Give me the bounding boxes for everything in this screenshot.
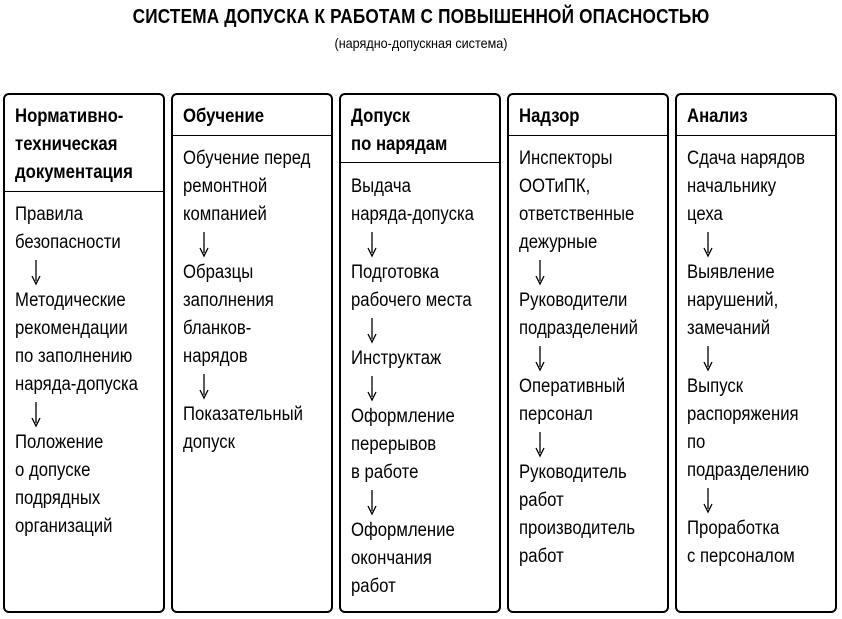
step-item-line: Сдача нарядов — [687, 148, 806, 169]
step-item — [687, 515, 835, 571]
step-item — [183, 259, 331, 371]
step-item-line: работ — [519, 490, 564, 511]
flow-arrow-down-icon — [519, 257, 667, 287]
step-item-line: рабочего места — [351, 290, 472, 311]
column-header-line: Нормативно- — [15, 106, 124, 127]
flow-arrow-down-icon — [519, 429, 667, 459]
step-item-line: в работе — [351, 462, 419, 483]
step-item-line: начальнику — [687, 176, 777, 197]
step-item-line: цеха — [687, 204, 723, 225]
column-header — [5, 95, 163, 192]
step-item — [519, 145, 667, 257]
step-item — [351, 517, 499, 601]
flow-arrow-down-icon — [183, 229, 331, 259]
step-item-line: Выявление — [687, 262, 775, 283]
step-item-line: Методические — [15, 290, 126, 311]
step-item — [351, 173, 499, 229]
step-item-line: Руководители — [519, 290, 628, 311]
column-work-permit — [339, 93, 501, 613]
column-header-line: Допуск — [351, 106, 410, 127]
flow-arrow-down-icon — [351, 229, 499, 259]
step-item — [183, 145, 331, 229]
flow-arrow-down-icon — [687, 485, 835, 515]
flow-arrow-down-icon — [687, 343, 835, 373]
column-header-line: Анализ — [687, 106, 748, 127]
step-item — [351, 345, 499, 373]
step-item-line: персонал — [519, 404, 593, 425]
step-item-line: распоряжения — [687, 404, 799, 425]
step-item — [687, 145, 835, 229]
column-header — [509, 95, 667, 136]
step-item-line: подразделению — [687, 460, 810, 481]
step-item-line: нарушений, — [687, 290, 779, 311]
column-header-line: документация — [15, 162, 133, 183]
step-item — [15, 287, 163, 399]
column-training — [171, 93, 333, 613]
step-item-line: Подготовка — [351, 262, 440, 283]
step-item-line: замечаний — [687, 318, 771, 339]
diagram-title: СИСТЕМА ДОПУСКА К РАБОТАМ С ПОВЫШЕННОЙ ОПАСНОСТЬЮ — [132, 6, 710, 28]
step-item-line: работ — [351, 576, 396, 597]
step-item — [351, 259, 499, 315]
step-item-line: дежурные — [519, 232, 598, 253]
step-item-line: производитель — [519, 518, 636, 539]
step-item-line: о допуске — [15, 460, 91, 481]
step-item-line: Инспекторы — [519, 148, 613, 169]
step-item-line: по — [687, 432, 706, 453]
step-item-line: Руководитель — [519, 462, 627, 483]
step-item-line: с персоналом — [687, 546, 795, 567]
column-header-line: Обучение — [183, 106, 265, 127]
step-item-line: безопасности — [15, 232, 121, 253]
step-item-line: нарядов — [183, 346, 248, 367]
step-item-line: Оформление — [351, 406, 455, 427]
step-item-line: организаций — [15, 516, 113, 537]
step-item-line: компанией — [183, 204, 267, 225]
flow-arrow-down-icon — [687, 229, 835, 259]
flow-arrow-down-icon — [15, 399, 163, 429]
flow-arrow-down-icon — [351, 487, 499, 517]
step-item-line: Инструктаж — [351, 348, 442, 369]
step-item — [519, 287, 667, 343]
step-item-line: Оперативный — [519, 376, 626, 397]
step-item — [351, 403, 499, 487]
column-header-line: по нарядам — [351, 134, 448, 155]
step-item-line: допуск — [183, 432, 235, 453]
step-item — [15, 429, 163, 541]
step-item — [519, 459, 667, 571]
step-item — [687, 373, 835, 485]
step-item-line: подрядных — [15, 488, 101, 509]
flow-arrow-down-icon — [351, 373, 499, 403]
step-item — [687, 259, 835, 343]
step-item-line: окончания — [351, 548, 432, 569]
step-item-line: Показательный — [183, 404, 303, 425]
step-item — [183, 401, 331, 457]
step-item-line: Оформление — [351, 520, 455, 541]
step-item-line: заполнения — [183, 290, 274, 311]
column-header — [341, 95, 499, 163]
step-item-line: работ — [519, 546, 564, 567]
column-normative-docs — [3, 93, 165, 613]
flow-arrow-down-icon — [183, 371, 331, 401]
step-item-line: наряда-допуска — [15, 374, 138, 395]
flow-arrow-down-icon — [519, 343, 667, 373]
column-supervision — [507, 93, 669, 613]
step-item-line: Образцы — [183, 262, 254, 283]
column-header — [173, 95, 331, 136]
step-item-line: перерывов — [351, 434, 437, 455]
step-item-line: Правила — [15, 204, 83, 225]
step-item — [519, 373, 667, 429]
step-item-line: рекомендации — [15, 318, 128, 339]
step-item-line: Обучение перед — [183, 148, 311, 169]
step-item-line: Выдача — [351, 176, 411, 197]
step-item-line: ремонтной — [183, 176, 268, 197]
step-item-line: Положение — [15, 432, 104, 453]
column-header-line: техническая — [15, 134, 118, 155]
step-item-line: бланков- — [183, 318, 252, 339]
step-item-line: Выпуск — [687, 376, 744, 397]
flow-arrow-down-icon — [351, 315, 499, 345]
step-item-line: Проработка — [687, 518, 780, 539]
flow-arrow-down-icon — [15, 257, 163, 287]
step-item-line: ООТиПК, — [519, 176, 591, 197]
step-item-line: наряда-допуска — [351, 204, 474, 225]
step-item — [15, 201, 163, 257]
step-item-line: подразделений — [519, 318, 638, 339]
step-item-line: ответственные — [519, 204, 635, 225]
step-item-line: по заполнению — [15, 346, 133, 367]
column-header — [677, 95, 835, 136]
diagram-subtitle: (нарядно-допускная система) — [334, 35, 508, 51]
column-header-line: Надзор — [519, 106, 580, 127]
column-analysis — [675, 93, 837, 613]
